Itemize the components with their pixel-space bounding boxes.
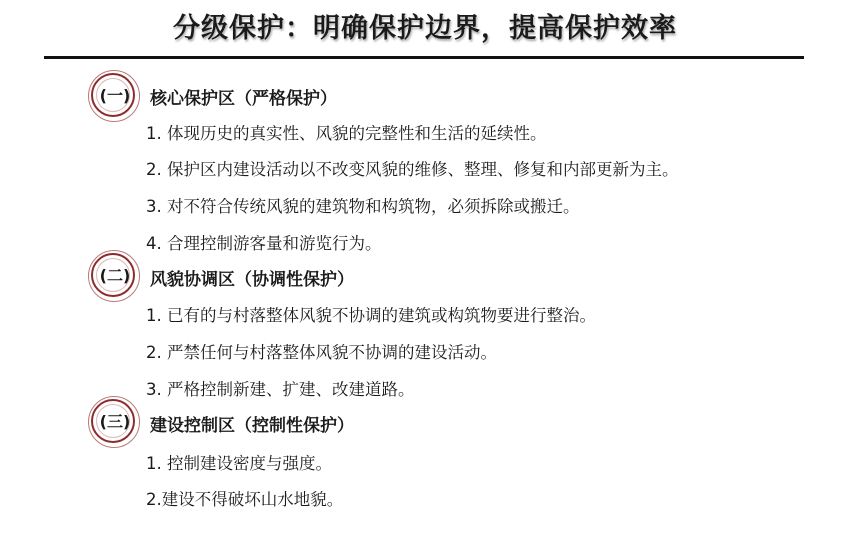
list-item: 3. 严格控制新建、扩建、改建道路。 xyxy=(146,380,415,399)
page-title: 分级保护：明确保护边界，提高保护效率 xyxy=(173,13,677,44)
section-number-badge xyxy=(88,396,140,448)
section-number-badge xyxy=(88,70,140,122)
list-item: 1. 控制建设密度与强度。 xyxy=(146,454,332,473)
list-item: 2. 保护区内建设活动以不改变风貌的维修、整理、修复和内部更新为主。 xyxy=(146,160,679,179)
section-heading: 风貌协调区（协调性保护） xyxy=(150,270,354,290)
list-item: 1. 已有的与村落整体风貌不协调的建筑或构筑物要进行整治。 xyxy=(146,306,596,325)
section-number-badge xyxy=(88,250,140,302)
section-number: (三) xyxy=(99,412,131,431)
list-item: 4. 合理控制游客量和游览行为。 xyxy=(146,234,382,253)
title-divider xyxy=(44,56,804,59)
section-heading: 建设控制区（控制性保护） xyxy=(150,416,354,436)
section-heading: 核心保护区（严格保护） xyxy=(150,89,337,109)
list-item: 2. 严禁任何与村落整体风貌不协调的建设活动。 xyxy=(146,343,497,362)
list-item: 2.建设不得破坏山水地貌。 xyxy=(146,490,344,509)
list-item: 1. 体现历史的真实性、风貌的完整性和生活的延续性。 xyxy=(146,124,547,143)
section-number: (二) xyxy=(99,266,131,285)
list-item: 3. 对不符合传统风貌的建筑物和构筑物，必须拆除或搬迁。 xyxy=(146,197,580,216)
section-number: (一) xyxy=(99,86,131,105)
